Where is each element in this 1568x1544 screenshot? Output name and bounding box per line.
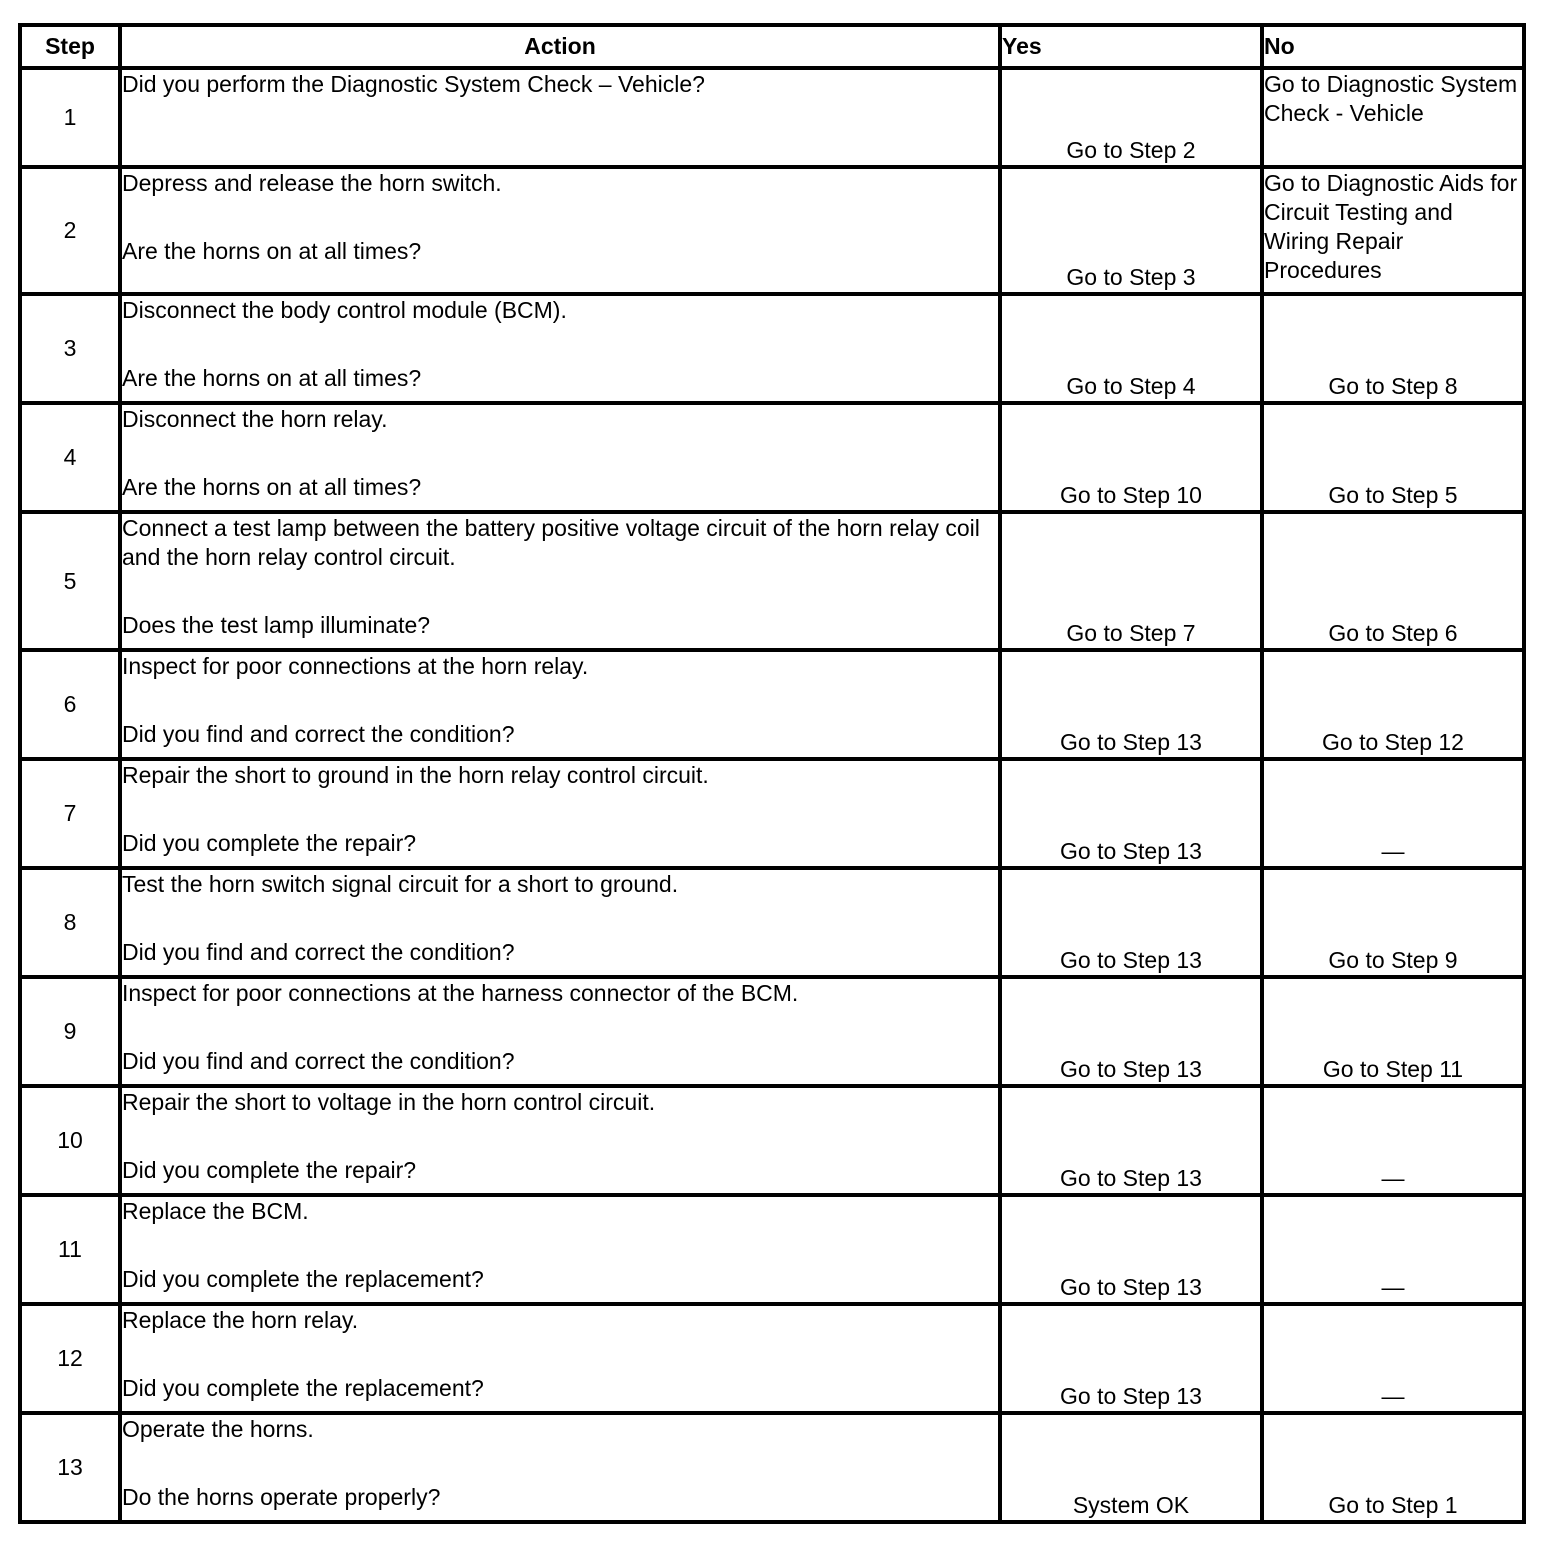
yes-result: Go to Step 13 <box>1000 977 1262 1086</box>
step-number: 10 <box>20 1086 120 1195</box>
no-result: Go to Step 12 <box>1262 650 1524 759</box>
no-result: — <box>1262 1086 1524 1195</box>
action-question: Are the horns on at all times? <box>122 238 422 264</box>
action-question: Are the horns on at all times? <box>122 365 422 391</box>
no-result: Go to Diagnostic System Check - Vehicle <box>1262 68 1524 167</box>
no-result: Go to Step 1 <box>1262 1413 1524 1522</box>
step-number: 13 <box>20 1413 120 1522</box>
table-row <box>20 294 1524 403</box>
table-row <box>20 1195 1524 1304</box>
no-result: — <box>1262 1304 1524 1413</box>
action-cell <box>120 68 1000 167</box>
diagnostic-table <box>18 23 1526 1524</box>
action-question: Did you find and correct the condition? <box>122 721 515 747</box>
action-prompt: Inspect for poor connections at the harness connector of the BCM. <box>122 980 799 1006</box>
action-prompt: Test the horn switch signal circuit for a short to ground. <box>122 871 679 897</box>
no-result: Go to Step 9 <box>1262 868 1524 977</box>
action-question: Did you complete the repair? <box>122 1157 417 1183</box>
step-number: 1 <box>20 68 120 167</box>
action-prompt: Repair the short to ground in the horn relay control circuit. <box>122 762 709 788</box>
action-cell <box>120 1086 1000 1195</box>
header-action: Action <box>120 25 1000 68</box>
action-prompt: Repair the short to voltage in the horn control circuit. <box>122 1089 656 1115</box>
action-cell <box>120 868 1000 977</box>
header-no: No <box>1262 25 1524 68</box>
step-number: 12 <box>20 1304 120 1413</box>
table-row <box>20 512 1524 650</box>
action-cell <box>120 977 1000 1086</box>
action-question: Are the horns on at all times? <box>122 474 422 500</box>
step-number: 7 <box>20 759 120 868</box>
action-question: Did you find and correct the condition? <box>122 939 515 965</box>
table-row <box>20 650 1524 759</box>
header-yes: Yes <box>1000 25 1262 68</box>
header-row <box>20 25 1524 68</box>
action-prompt: Disconnect the body control module (BCM). <box>122 297 567 323</box>
yes-result: Go to Step 13 <box>1000 650 1262 759</box>
table-row <box>20 167 1524 294</box>
table-row <box>20 759 1524 868</box>
table-row <box>20 868 1524 977</box>
action-cell <box>120 403 1000 512</box>
action-prompt: Disconnect the horn relay. <box>122 406 388 432</box>
yes-result: Go to Step 13 <box>1000 1195 1262 1304</box>
table-row <box>20 1304 1524 1413</box>
action-question: Did you find and correct the condition? <box>122 1048 515 1074</box>
action-cell <box>120 1413 1000 1522</box>
yes-result: Go to Step 13 <box>1000 759 1262 868</box>
action-question: Did you complete the repair? <box>122 830 417 856</box>
action-cell <box>120 1195 1000 1304</box>
yes-result: Go to Step 13 <box>1000 1086 1262 1195</box>
action-prompt: Operate the horns. <box>122 1416 314 1442</box>
step-number: 11 <box>20 1195 120 1304</box>
yes-result: Go to Step 3 <box>1000 167 1262 294</box>
step-number: 2 <box>20 167 120 294</box>
action-cell <box>120 1304 1000 1413</box>
yes-result: Go to Step 13 <box>1000 868 1262 977</box>
no-result: Go to Diagnostic Aids for Circuit Testing and Wiring Repair Procedures <box>1262 167 1524 294</box>
action-prompt: Inspect for poor connections at the horn relay. <box>122 653 589 679</box>
action-prompt: Did you perform the Diagnostic System Check – Vehicle? <box>122 71 705 97</box>
header-step: Step <box>20 25 120 68</box>
action-question: Did you complete the replacement? <box>122 1266 484 1292</box>
table-row <box>20 68 1524 167</box>
no-result: Go to Step 6 <box>1262 512 1524 650</box>
action-prompt: Connect a test lamp between the battery positive voltage circuit of the horn relay coil and the horn relay control circuit. <box>122 515 980 570</box>
action-prompt: Replace the horn relay. <box>122 1307 359 1333</box>
table-row <box>20 403 1524 512</box>
yes-result: Go to Step 13 <box>1000 1304 1262 1413</box>
action-cell <box>120 294 1000 403</box>
step-number: 8 <box>20 868 120 977</box>
no-result: Go to Step 5 <box>1262 403 1524 512</box>
step-number: 5 <box>20 512 120 650</box>
action-cell <box>120 759 1000 868</box>
action-question: Do the horns operate properly? <box>122 1484 441 1510</box>
yes-result: Go to Step 2 <box>1000 68 1262 167</box>
yes-result: System OK <box>1000 1413 1262 1522</box>
action-prompt: Replace the BCM. <box>122 1198 309 1224</box>
yes-result: Go to Step 7 <box>1000 512 1262 650</box>
action-cell <box>120 512 1000 650</box>
action-cell <box>120 167 1000 294</box>
yes-result: Go to Step 4 <box>1000 294 1262 403</box>
no-result: — <box>1262 759 1524 868</box>
step-number: 9 <box>20 977 120 1086</box>
table-row <box>20 1086 1524 1195</box>
table-row <box>20 1413 1524 1522</box>
step-number: 4 <box>20 403 120 512</box>
no-result: Go to Step 8 <box>1262 294 1524 403</box>
yes-result: Go to Step 10 <box>1000 403 1262 512</box>
action-question: Did you complete the replacement? <box>122 1375 484 1401</box>
action-question: Does the test lamp illuminate? <box>122 612 431 638</box>
no-result: — <box>1262 1195 1524 1304</box>
action-cell <box>120 650 1000 759</box>
action-prompt: Depress and release the horn switch. <box>122 170 502 196</box>
step-number: 6 <box>20 650 120 759</box>
no-result: Go to Step 11 <box>1262 977 1524 1086</box>
step-number: 3 <box>20 294 120 403</box>
table-row <box>20 977 1524 1086</box>
